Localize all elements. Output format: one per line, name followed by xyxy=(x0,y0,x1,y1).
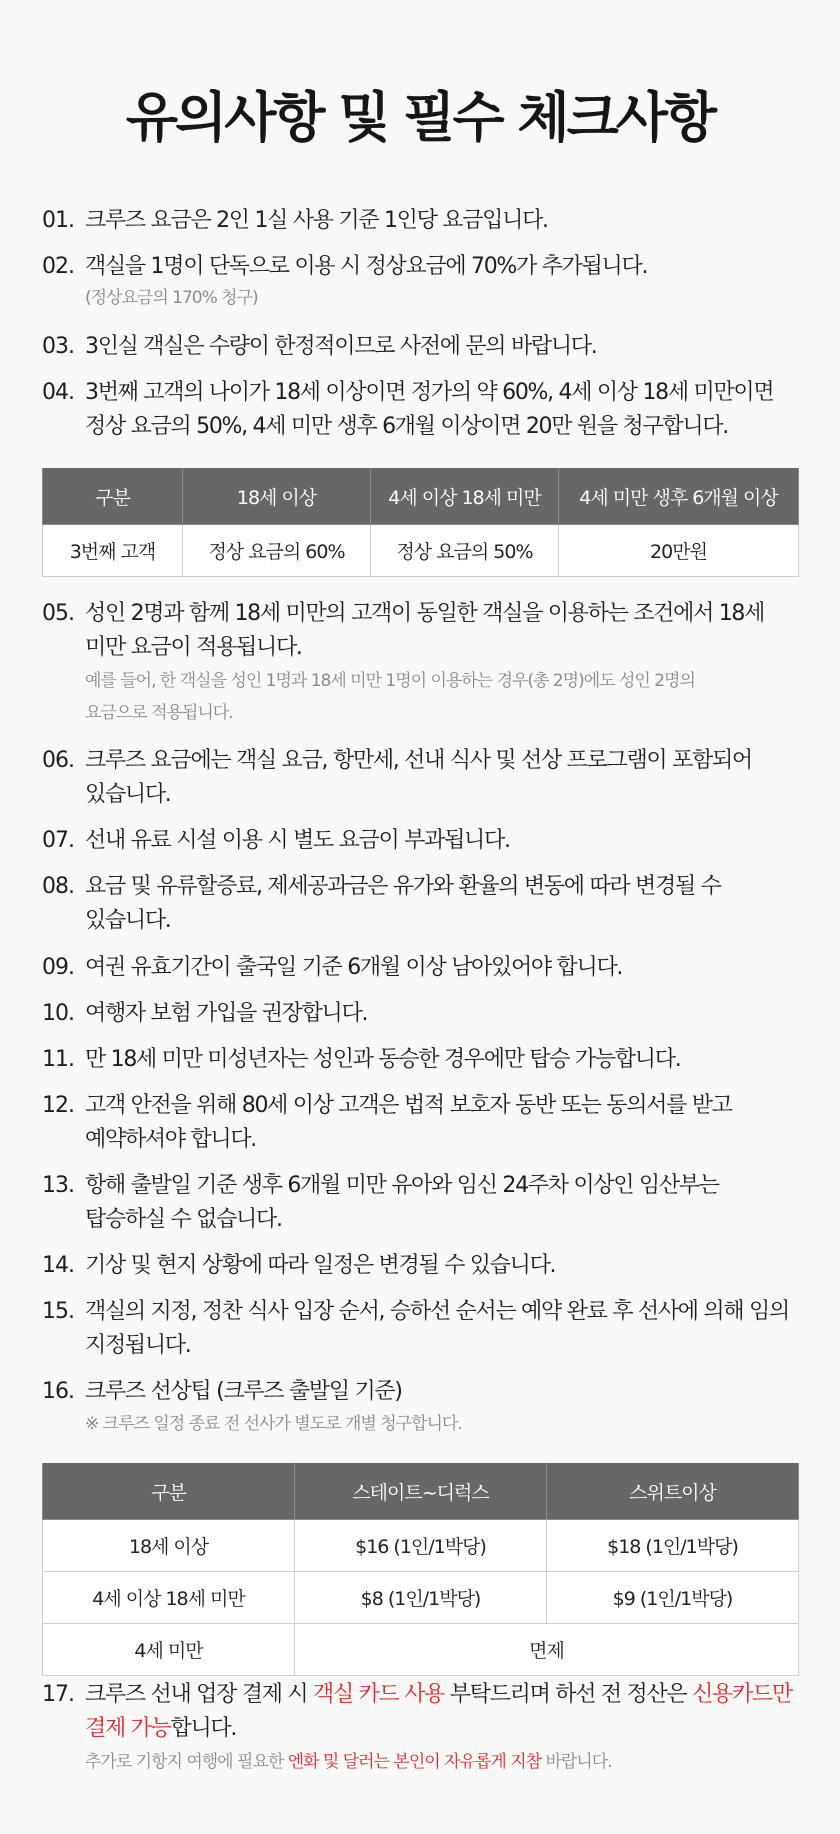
table-row xyxy=(43,1572,799,1624)
table-cell: $18 (1인/1박당) xyxy=(547,1520,799,1572)
table-cell: $9 (1인/1박당) xyxy=(547,1572,799,1624)
notice-item-16 xyxy=(42,1375,812,1439)
item-number: 09. xyxy=(42,955,74,980)
item-text: 기상 및 현지 상황에 따라 일정은 변경될 수 있습니다. xyxy=(85,1253,556,1278)
table-cell: 3번째 고객 xyxy=(43,525,183,577)
third-guest-fee-table xyxy=(42,468,799,577)
text-segment: 합니다. xyxy=(170,1716,237,1741)
item-number: 12. xyxy=(42,1093,74,1118)
item-number: 16. xyxy=(42,1379,74,1404)
notice-item-04 xyxy=(42,376,812,444)
notice-item-15 xyxy=(42,1295,812,1363)
table-header-cell: 4세 이상 18세 미만 xyxy=(371,468,559,525)
notice-item-12 xyxy=(42,1089,812,1157)
table-header-row xyxy=(43,1463,799,1520)
highlight-text: 신용카드만 xyxy=(692,1682,792,1707)
notice-item-14 xyxy=(42,1249,812,1283)
text-segment: 추가로 기항지 여행에 필요한 xyxy=(85,1752,288,1772)
item-text: 여권 유효기간이 출국일 기준 6개월 이상 남아있어야 합니다. xyxy=(85,955,623,980)
item-text: 지정됩니다. xyxy=(85,1333,191,1358)
highlight-text: 엔화 및 달러는 본인이 자유롭게 지참 xyxy=(287,1752,542,1772)
item-text: 여행자 보험 가입을 권장합니다. xyxy=(85,1001,368,1026)
item-note: 요금으로 적용됩니다. xyxy=(85,703,233,723)
table-cell: $16 (1인/1박당) xyxy=(295,1520,547,1572)
item-text xyxy=(85,1678,812,1712)
item-text: 탑승하실 수 없습니다. xyxy=(85,1207,282,1232)
item-text: 3인실 객실은 수량이 한정적이므로 사전에 문의 바랍니다. xyxy=(85,334,597,359)
item-text: 있습니다. xyxy=(85,908,171,933)
item-number: 05. xyxy=(42,601,74,626)
item-text: 고객 안전을 위해 80세 이상 고객은 법적 보호자 동반 또는 동의서를 받고 xyxy=(85,1093,732,1118)
notice-item-01 xyxy=(42,204,812,238)
table-cell: 정상 요금의 60% xyxy=(183,525,371,577)
notice-item-17 xyxy=(42,1678,812,1778)
item-note: (정상요금의 170% 청구) xyxy=(85,288,258,308)
table-cell: 면제 xyxy=(295,1624,799,1676)
item-number: 01. xyxy=(42,208,74,233)
table-header-cell: 구분 xyxy=(43,1463,295,1520)
item-text: 있습니다. xyxy=(85,782,171,807)
text-segment: 바랍니다. xyxy=(541,1752,612,1772)
table-cell: 20만원 xyxy=(559,525,799,577)
item-number: 02. xyxy=(42,254,74,279)
item-number: 07. xyxy=(42,828,74,853)
item-number: 14. xyxy=(42,1253,74,1278)
notice-item-06 xyxy=(42,744,812,812)
item-text xyxy=(85,1712,812,1746)
notice-item-03 xyxy=(42,330,812,364)
gratuity-table xyxy=(42,1463,799,1676)
item-number: 13. xyxy=(42,1173,74,1198)
item-note: ※ 크루즈 일정 종료 전 선사가 별도로 개별 청구합니다. xyxy=(85,1414,462,1434)
notice-item-08 xyxy=(42,870,812,938)
item-text: 미만 요금이 적용됩니다. xyxy=(85,635,302,660)
item-text: 3번째 고객의 나이가 18세 이상이면 정가의 약 60%, 4세 이상 18세 미만이면 xyxy=(85,380,774,405)
item-text: 객실을 1명이 단독으로 이용 시 정상요금에 70%가 추가됩니다. xyxy=(85,254,648,279)
table-cell: 정상 요금의 50% xyxy=(371,525,559,577)
item-number: 15. xyxy=(42,1299,74,1324)
text-segment: 부탁드리며 하선 전 정산은 xyxy=(444,1682,693,1707)
table-row xyxy=(43,1520,799,1572)
table-header-cell: 4세 미만 생후 6개월 이상 xyxy=(559,468,799,525)
notice-item-11 xyxy=(42,1043,812,1077)
item-number: 04. xyxy=(42,380,74,405)
table-row xyxy=(43,525,799,577)
table-cell: 4세 미만 xyxy=(43,1624,295,1676)
item-text: 객실의 지정, 정찬 식사 입장 순서, 승하선 순서는 예약 완료 후 선사에 의해 임의 xyxy=(85,1299,789,1324)
page-title: 유의사항 및 필수 체크사항 xyxy=(125,86,715,149)
item-text: 만 18세 미만 미성년자는 성인과 동승한 경우에만 탑승 가능합니다. xyxy=(85,1047,681,1072)
table-row xyxy=(43,1624,799,1676)
item-text: 크루즈 선상팁 (크루즈 출발일 기준) xyxy=(85,1379,402,1404)
notice-item-02 xyxy=(42,250,812,312)
notice-item-10 xyxy=(42,997,812,1031)
item-number: 10. xyxy=(42,1001,74,1026)
item-number: 11. xyxy=(42,1047,74,1072)
table-cell: 4세 이상 18세 미만 xyxy=(43,1572,295,1624)
highlight-text: 결제 가능 xyxy=(85,1716,171,1741)
item-text: 성인 2명과 함께 18세 미만의 고객이 동일한 객실을 이용하는 조건에서 18세 xyxy=(85,601,765,626)
item-text: 예약하셔야 합니다. xyxy=(85,1127,257,1152)
item-text: 크루즈 요금은 2인 1실 사용 기준 1인당 요금입니다. xyxy=(85,208,548,233)
item-note: 예를 들어, 한 객실을 성인 1명과 18세 미만 1명이 이용하는 경우(총 2명)에도 성인 2명의 xyxy=(85,671,695,691)
text-segment: 크루즈 선내 업장 결제 시 xyxy=(85,1682,313,1707)
table-header-cell: 18세 이상 xyxy=(183,468,371,525)
item-text: 항해 출발일 기준 생후 6개월 미만 유아와 임신 24주차 이상인 임산부는 xyxy=(85,1173,719,1198)
item-number: 08. xyxy=(42,874,74,899)
item-text: 요금 및 유류할증료, 제세공과금은 유가와 환율의 변동에 따라 변경될 수 xyxy=(85,874,721,899)
item-number: 17. xyxy=(42,1682,74,1707)
item-number: 03. xyxy=(42,334,74,359)
notice-item-09 xyxy=(42,951,812,985)
table-cell: 18세 이상 xyxy=(43,1520,295,1572)
notice-item-13 xyxy=(42,1169,812,1237)
table-header-cell: 구분 xyxy=(43,468,183,525)
item-number: 06. xyxy=(42,748,74,773)
item-text: 크루즈 요금에는 객실 요금, 항만세, 선내 식사 및 선상 프로그램이 포함되어 xyxy=(85,748,752,773)
table-header-cell: 스테이트~디럭스 xyxy=(295,1463,547,1520)
table-header-row xyxy=(43,468,799,525)
notice-item-05 xyxy=(42,597,812,729)
item-note xyxy=(85,1746,812,1778)
table-cell: $8 (1인/1박당) xyxy=(295,1572,547,1624)
item-text: 선내 유료 시설 이용 시 별도 요금이 부과됩니다. xyxy=(85,828,510,853)
table-header-cell: 스위트이상 xyxy=(547,1463,799,1520)
item-text: 정상 요금의 50%, 4세 미만 생후 6개월 이상이면 20만 원을 청구합니다. xyxy=(85,414,728,439)
highlight-text: 객실 카드 사용 xyxy=(313,1682,445,1707)
notice-item-07 xyxy=(42,824,812,858)
